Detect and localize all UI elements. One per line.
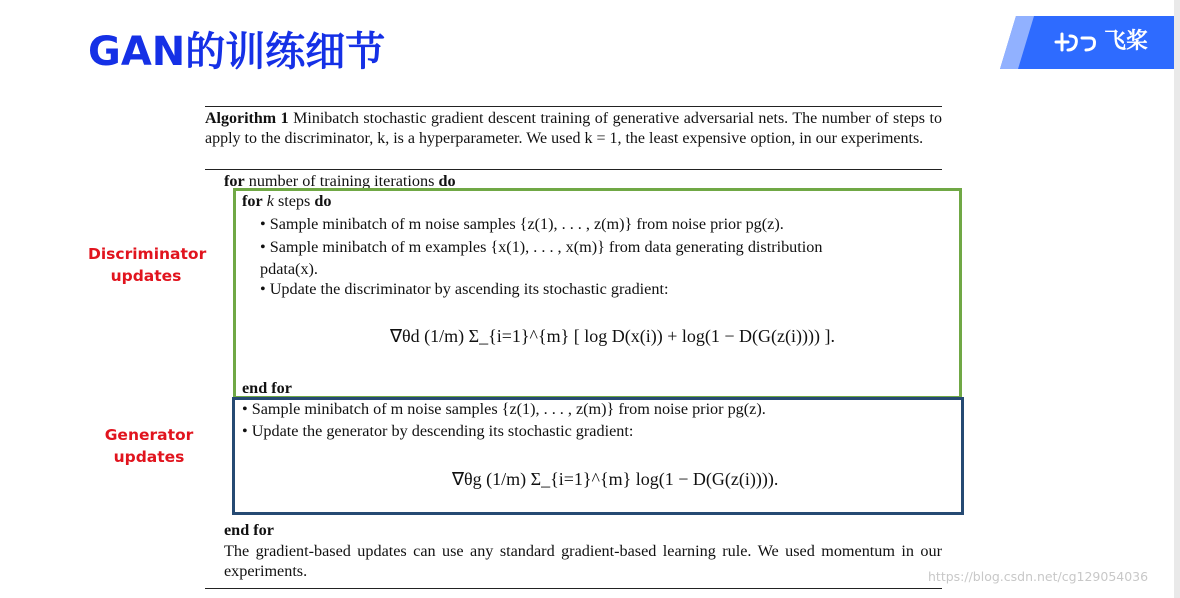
discriminator-label-line2: updates bbox=[110, 267, 182, 285]
footer-text: The gradient-based updates can use any standard gradient-based learning rule. We used momentum in our experiments. bbox=[224, 542, 942, 580]
d-bullet-1: • Sample minibatch of m noise samples {z(1), . . . , z(m)} from noise prior pg(z). bbox=[260, 215, 784, 233]
outer-for-kw: for bbox=[224, 172, 245, 190]
d-bullet-3: • Update the discriminator by ascending its stochastic gradient: bbox=[260, 280, 669, 298]
inner-do-kw: do bbox=[314, 192, 332, 210]
d-bullet-2b: pdata(x). bbox=[260, 260, 318, 278]
g-bullet-1: • Sample minibatch of m noise samples {z(1), . . . , z(m)} from noise prior pg(z). bbox=[242, 400, 766, 418]
g-bullet-2: • Update the generator by descending its stochastic gradient: bbox=[242, 422, 634, 440]
inner-for-line bbox=[242, 191, 331, 211]
slide-title: GAN的训练细节 bbox=[88, 29, 386, 75]
inner-for-k: k bbox=[266, 192, 274, 210]
discriminator-label bbox=[88, 243, 207, 287]
heading-rule bbox=[205, 169, 942, 170]
inner-for-text: steps bbox=[277, 192, 311, 210]
d-bullet-2a: • Sample minibatch of m examples {x(1), . . . , x(m)} from data generating distribution bbox=[260, 238, 823, 256]
algorithm-heading-bold: Algorithm 1 bbox=[205, 110, 289, 127]
generator-label bbox=[96, 424, 202, 468]
top-rule bbox=[205, 106, 942, 107]
scrollbar-track[interactable] bbox=[1174, 0, 1180, 598]
algorithm-heading bbox=[205, 109, 942, 149]
generator-label-line2: updates bbox=[113, 448, 185, 466]
outer-for-text: number of training iterations bbox=[248, 172, 435, 190]
generator-gradient-formula: ∇θg (1/m) Σ_{i=1}^{m} log(1 − D(G(z(i)))). bbox=[452, 469, 779, 489]
generator-label-line1: Generator bbox=[104, 426, 194, 444]
watermark-url: https://blog.csdn.net/cg129054036 bbox=[928, 569, 1149, 584]
brand-name: 飞桨 bbox=[1104, 29, 1149, 54]
inner-for-kw: for bbox=[242, 192, 263, 210]
algorithm-heading-text: Minibatch stochastic gradient descent training of generative adversarial nets. The number of steps to apply to the discriminator, k, is a hyperparameter. We used k = 1, the least expensive option, in our experiments. bbox=[205, 110, 942, 147]
outer-do-kw: do bbox=[438, 172, 456, 190]
inner-end-for: end for bbox=[242, 379, 292, 397]
discriminator-label-line1: Discriminator bbox=[88, 245, 207, 263]
discriminator-gradient-formula: ∇θd (1/m) Σ_{i=1}^{m} [ log D(x(i)) + log(1 − D(G(z(i)))) ]. bbox=[390, 326, 835, 346]
outer-end-for: end for bbox=[224, 521, 274, 539]
bottom-rule bbox=[205, 588, 942, 589]
